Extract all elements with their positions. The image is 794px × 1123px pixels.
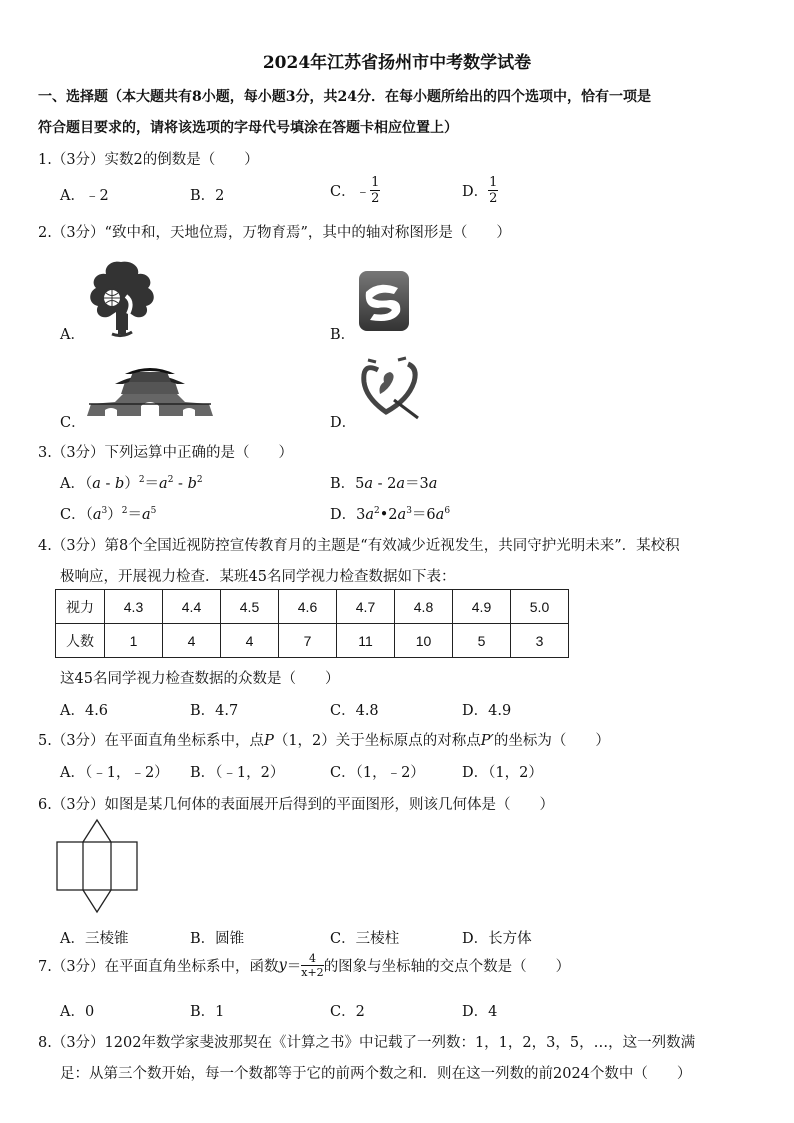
q6-option-b: B．圆锥	[190, 931, 245, 947]
table-cell: 4.5	[221, 590, 279, 624]
q2-stem: 2.（3分）“致中和，天地位焉，万物育焉”，其中的轴对称图形是（ ）	[38, 225, 511, 241]
q3-option-b: B．5a - 2a＝3a	[330, 476, 438, 492]
q4-stem-line1: 4.（3分）第8个全国近视防控宣传教育月的主题是“有效减少近视发生，共同守护光明未来”．某校积	[38, 538, 680, 554]
q6-option-c: C．三棱柱	[330, 931, 400, 947]
q2-option-b: B．	[330, 327, 356, 343]
q1-option-d-fraction	[488, 176, 498, 205]
table-cell: 1	[105, 624, 163, 658]
q2-figure-c-gate-tower	[85, 364, 215, 420]
q4-stem-line2: 极响应，开展视力检查．某班45名同学视力检查数据如下表：	[60, 569, 456, 585]
q1-c-numerator: 1	[371, 175, 380, 190]
q8-stem-line2: 足：从第三个数开始，每一个数都等于它的前两个数之和．则在这一列数的前2024个数中（ ）	[60, 1066, 692, 1082]
table-cell: 10	[395, 624, 453, 658]
q6-prism-net-figure	[55, 818, 141, 916]
q5-option-c: C．（1，﹣2）	[330, 765, 425, 781]
section-heading-line1: 一、选择题（本大题共有8小题，每小题3分，共24分．在每小题所给出的四个选项中，恰有一项是	[38, 89, 651, 105]
table-cell: 5	[453, 624, 511, 658]
q3-option-a: A．$(a - b)^2=a^2 - b^2$	[60, 475, 203, 492]
q7-option-a: A．0	[60, 1004, 95, 1020]
table-cell: 11	[337, 624, 395, 658]
table-cell: 4	[221, 624, 279, 658]
table-row	[56, 590, 569, 624]
vision-data-table	[55, 589, 569, 658]
table-cell: 4.7	[337, 590, 395, 624]
q3-option-c: C．$(a^3)^2=a^5$	[60, 506, 157, 523]
q4-option-d: D．4.9	[462, 703, 512, 719]
q2-option-a: A．	[60, 327, 85, 343]
q7-fraction: $\frac{4}{x+2}$	[301, 952, 324, 979]
q7-option-d: D．4	[462, 1004, 498, 1020]
q1-option-c-fraction	[370, 176, 380, 205]
q2-figure-d-heart-logo	[358, 356, 422, 422]
q1-option-a: A．﹣2	[60, 188, 109, 204]
table-cell: 5.0	[511, 590, 569, 624]
q1-option-b: B．2	[190, 188, 225, 204]
q3-stem: 3.（3分）下列运算中正确的是（ ）	[38, 445, 294, 461]
table-cell: 4.6	[279, 590, 337, 624]
section-heading-line2: 符合题目要求的，请将该选项的字母代号填涂在答题卡相应位置上）	[38, 120, 458, 136]
q2-option-d: D．	[330, 415, 357, 431]
q4-option-b: B．4.7	[190, 703, 239, 719]
q8-stem-line1: 8.（3分）1202年数学家斐波那契在《计算之书》中记载了一列数：1，1，2，3，5，…，这一列数满	[38, 1035, 696, 1051]
table-cell: 4	[163, 624, 221, 658]
q5-option-a: A．（﹣1，﹣2）	[60, 765, 169, 781]
q7-option-b: B．1	[190, 1004, 225, 1020]
table-header-count: 人数	[56, 624, 105, 658]
q1-option-d	[462, 176, 498, 205]
q1-option-c	[330, 176, 380, 205]
q6-option-a: A．三棱锥	[60, 931, 129, 947]
page-title: 2024年江苏省扬州市中考数学试卷	[262, 53, 532, 73]
q2-figure-b-logo	[358, 270, 410, 332]
table-cell: 7	[279, 624, 337, 658]
table-cell: 4.4	[163, 590, 221, 624]
q2-option-c: C．	[60, 415, 86, 431]
q4-question: 这45名同学视力检查数据的众数是（ ）	[60, 671, 340, 687]
q1-stem: 1.（3分）实数2的倒数是（ ）	[38, 152, 259, 168]
q7-stem: 7.（3分）在平面直角坐标系中，函数y＝ $\frac{4}{x+2}$ 的图象与坐标轴的交点个数是（ ）	[38, 952, 571, 979]
table-cell: 3	[511, 624, 569, 658]
q5-option-d: D．（1，2）	[462, 765, 543, 781]
table-cell: 4.8	[395, 590, 453, 624]
table-cell: 4.9	[453, 590, 511, 624]
q1-option-c-label: C．﹣	[330, 184, 371, 200]
q4-option-c: C．4.8	[330, 703, 379, 719]
q1-d-numerator: 1	[489, 175, 498, 190]
table-header-vision: 视力	[56, 590, 105, 624]
q4-option-a: A．4.6	[60, 703, 109, 719]
q1-c-denominator: 2	[371, 191, 380, 206]
q7-option-c: C．2	[330, 1004, 365, 1020]
q3-option-d: D．$3a^2•2a^3=6a^6$	[330, 506, 451, 523]
q6-option-d: D．长方体	[462, 931, 532, 947]
table-cell: 4.3	[105, 590, 163, 624]
q5-option-b: B．（﹣1，2）	[190, 765, 285, 781]
table-row	[56, 624, 569, 658]
q1-option-d-label: D．	[462, 184, 489, 200]
q1-d-denominator: 2	[489, 191, 498, 206]
q6-stem: 6.（3分）如图是某几何体的表面展开后得到的平面图形，则该几何体是（ ）	[38, 797, 555, 813]
q2-figure-a-emblem	[82, 258, 160, 338]
q5-stem: 5.（3分）在平面直角坐标系中，点P（1，2）关于坐标原点的对称点P′的坐标为（ ）	[38, 733, 610, 749]
